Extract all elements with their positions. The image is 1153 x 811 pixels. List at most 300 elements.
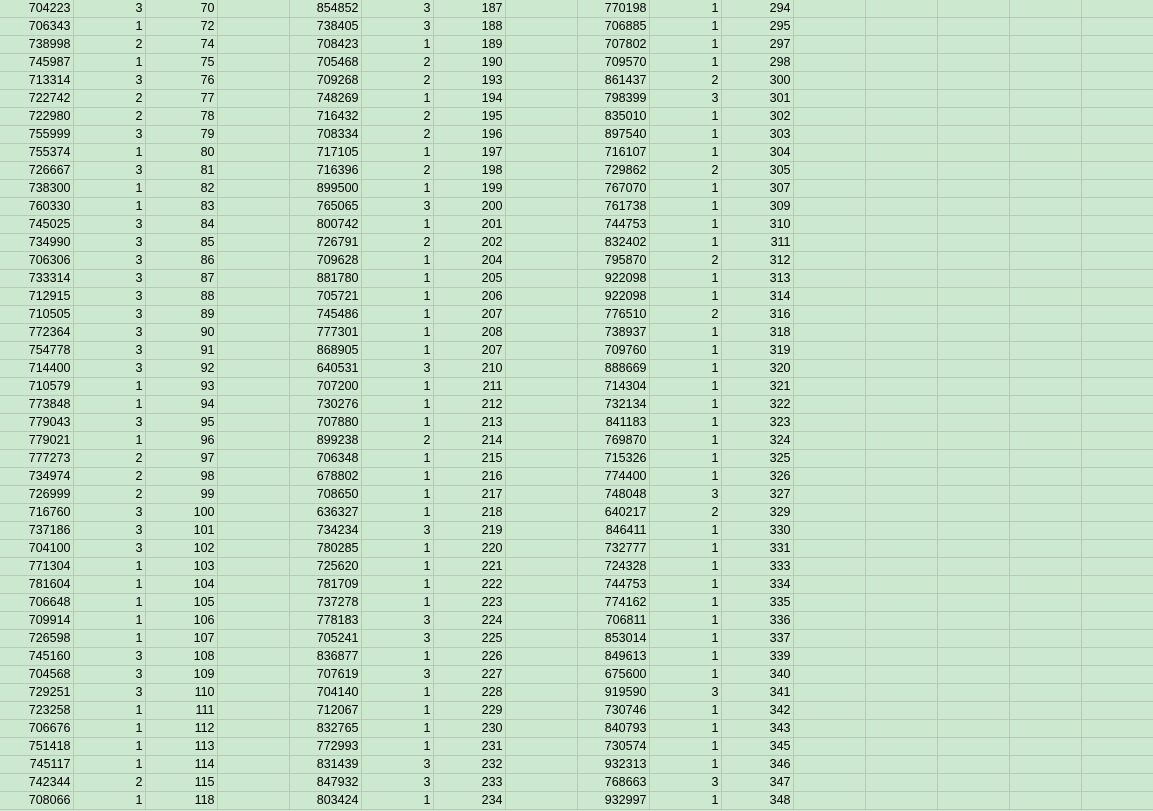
cell[interactable] xyxy=(1081,180,1153,198)
cell[interactable] xyxy=(1081,162,1153,180)
cell[interactable]: 314 xyxy=(721,288,793,306)
cell[interactable] xyxy=(1009,306,1081,324)
cell[interactable]: 754778 xyxy=(0,342,73,360)
cell[interactable] xyxy=(793,288,865,306)
cell[interactable] xyxy=(217,126,289,144)
cell[interactable]: 748048 xyxy=(577,486,649,504)
cell[interactable]: 1 xyxy=(361,648,433,666)
cell[interactable] xyxy=(793,504,865,522)
cell[interactable] xyxy=(865,342,937,360)
cell[interactable] xyxy=(1081,774,1153,792)
cell[interactable]: 96 xyxy=(145,432,217,450)
cell[interactable]: 72 xyxy=(145,18,217,36)
cell[interactable]: 1 xyxy=(361,450,433,468)
cell[interactable]: 3 xyxy=(73,126,145,144)
cell[interactable]: 919590 xyxy=(577,684,649,702)
cell[interactable]: 1 xyxy=(649,126,721,144)
cell[interactable]: 1 xyxy=(73,720,145,738)
cell[interactable] xyxy=(505,342,577,360)
cell[interactable]: 75 xyxy=(145,54,217,72)
cell[interactable]: 1 xyxy=(649,288,721,306)
cell[interactable]: 3 xyxy=(73,684,145,702)
cell[interactable]: 1 xyxy=(361,720,433,738)
cell[interactable] xyxy=(937,180,1009,198)
cell[interactable] xyxy=(217,162,289,180)
cell[interactable] xyxy=(505,90,577,108)
cell[interactable]: 1 xyxy=(361,558,433,576)
cell[interactable] xyxy=(793,630,865,648)
cell[interactable] xyxy=(793,756,865,774)
cell[interactable]: 92 xyxy=(145,360,217,378)
cell[interactable]: 85 xyxy=(145,234,217,252)
cell[interactable]: 231 xyxy=(433,738,505,756)
cell[interactable]: 3 xyxy=(361,198,433,216)
cell[interactable]: 706648 xyxy=(0,594,73,612)
cell[interactable] xyxy=(1081,576,1153,594)
cell[interactable] xyxy=(865,144,937,162)
cell[interactable] xyxy=(865,522,937,540)
cell[interactable] xyxy=(937,558,1009,576)
cell[interactable]: 714400 xyxy=(0,360,73,378)
cell[interactable]: 745160 xyxy=(0,648,73,666)
cell[interactable] xyxy=(793,324,865,342)
cell[interactable]: 2 xyxy=(361,108,433,126)
cell[interactable] xyxy=(1009,720,1081,738)
cell[interactable] xyxy=(1009,450,1081,468)
cell[interactable] xyxy=(793,540,865,558)
cell[interactable]: 1 xyxy=(649,0,721,18)
cell[interactable] xyxy=(505,756,577,774)
cell[interactable]: 215 xyxy=(433,450,505,468)
cell[interactable] xyxy=(1081,396,1153,414)
cell[interactable] xyxy=(505,306,577,324)
cell[interactable]: 841183 xyxy=(577,414,649,432)
cell[interactable] xyxy=(217,108,289,126)
cell[interactable] xyxy=(217,360,289,378)
cell[interactable] xyxy=(1081,504,1153,522)
cell[interactable] xyxy=(505,144,577,162)
cell[interactable]: 854852 xyxy=(289,0,361,18)
cell[interactable] xyxy=(217,324,289,342)
cell[interactable]: 832765 xyxy=(289,720,361,738)
cell[interactable] xyxy=(1081,90,1153,108)
cell[interactable]: 709760 xyxy=(577,342,649,360)
cell[interactable] xyxy=(793,216,865,234)
cell[interactable] xyxy=(217,504,289,522)
cell[interactable]: 1 xyxy=(73,144,145,162)
cell[interactable] xyxy=(865,414,937,432)
cell[interactable]: 206 xyxy=(433,288,505,306)
cell[interactable]: 295 xyxy=(721,18,793,36)
cell[interactable]: 1 xyxy=(649,144,721,162)
cell[interactable]: 713314 xyxy=(0,72,73,90)
cell[interactable] xyxy=(1081,522,1153,540)
cell[interactable]: 331 xyxy=(721,540,793,558)
cell[interactable]: 3 xyxy=(649,90,721,108)
cell[interactable]: 323 xyxy=(721,414,793,432)
cell[interactable]: 3 xyxy=(361,774,433,792)
cell[interactable] xyxy=(937,756,1009,774)
cell[interactable]: 726791 xyxy=(289,234,361,252)
cell[interactable] xyxy=(1081,720,1153,738)
cell[interactable] xyxy=(217,738,289,756)
cell[interactable]: 1 xyxy=(361,324,433,342)
cell[interactable]: 2 xyxy=(361,54,433,72)
cell[interactable] xyxy=(937,36,1009,54)
cell[interactable]: 1 xyxy=(361,504,433,522)
cell[interactable]: 1 xyxy=(649,450,721,468)
cell[interactable]: 2 xyxy=(73,36,145,54)
cell[interactable] xyxy=(217,198,289,216)
cell[interactable]: 732134 xyxy=(577,396,649,414)
cell[interactable]: 222 xyxy=(433,576,505,594)
cell[interactable] xyxy=(1081,630,1153,648)
cell[interactable]: 1 xyxy=(649,738,721,756)
cell[interactable] xyxy=(1009,630,1081,648)
cell[interactable] xyxy=(937,468,1009,486)
cell[interactable] xyxy=(1081,666,1153,684)
cell[interactable] xyxy=(865,252,937,270)
cell[interactable] xyxy=(793,612,865,630)
cell[interactable]: 675600 xyxy=(577,666,649,684)
cell[interactable]: 709914 xyxy=(0,612,73,630)
cell[interactable]: 193 xyxy=(433,72,505,90)
cell[interactable]: 704100 xyxy=(0,540,73,558)
cell[interactable] xyxy=(937,648,1009,666)
cell[interactable] xyxy=(505,360,577,378)
cell[interactable] xyxy=(217,468,289,486)
cell[interactable] xyxy=(1081,216,1153,234)
cell[interactable] xyxy=(937,792,1009,810)
cell[interactable]: 333 xyxy=(721,558,793,576)
cell[interactable]: 226 xyxy=(433,648,505,666)
cell[interactable]: 716107 xyxy=(577,144,649,162)
cell[interactable] xyxy=(505,666,577,684)
cell[interactable] xyxy=(865,468,937,486)
cell[interactable]: 3 xyxy=(73,540,145,558)
cell[interactable] xyxy=(793,360,865,378)
cell[interactable]: 922098 xyxy=(577,288,649,306)
cell[interactable] xyxy=(793,738,865,756)
cell[interactable]: 190 xyxy=(433,54,505,72)
cell[interactable] xyxy=(217,594,289,612)
cell[interactable]: 744753 xyxy=(577,576,649,594)
cell[interactable] xyxy=(1081,108,1153,126)
cell[interactable]: 1 xyxy=(73,702,145,720)
cell[interactable]: 90 xyxy=(145,324,217,342)
cell[interactable] xyxy=(217,684,289,702)
cell[interactable]: 1 xyxy=(649,216,721,234)
cell[interactable]: 2 xyxy=(649,72,721,90)
cell[interactable]: 95 xyxy=(145,414,217,432)
cell[interactable]: 87 xyxy=(145,270,217,288)
cell[interactable]: 2 xyxy=(649,306,721,324)
cell[interactable]: 1 xyxy=(73,378,145,396)
cell[interactable]: 712067 xyxy=(289,702,361,720)
cell[interactable]: 100 xyxy=(145,504,217,522)
cell[interactable] xyxy=(1081,342,1153,360)
cell[interactable]: 3 xyxy=(361,666,433,684)
cell[interactable] xyxy=(217,18,289,36)
cell[interactable]: 327 xyxy=(721,486,793,504)
cell[interactable] xyxy=(1081,306,1153,324)
cell[interactable]: 1 xyxy=(361,486,433,504)
cell[interactable]: 1 xyxy=(73,756,145,774)
cell[interactable]: 220 xyxy=(433,540,505,558)
cell[interactable] xyxy=(217,414,289,432)
cell[interactable]: 1 xyxy=(649,576,721,594)
cell[interactable]: 83 xyxy=(145,198,217,216)
cell[interactable]: 778183 xyxy=(289,612,361,630)
cell[interactable] xyxy=(793,234,865,252)
cell[interactable] xyxy=(505,576,577,594)
cell[interactable] xyxy=(217,702,289,720)
cell[interactable]: 1 xyxy=(649,630,721,648)
cell[interactable] xyxy=(937,450,1009,468)
cell[interactable]: 932997 xyxy=(577,792,649,810)
cell[interactable]: 1 xyxy=(649,198,721,216)
cell[interactable]: 1 xyxy=(649,594,721,612)
cell[interactable]: 705721 xyxy=(289,288,361,306)
cell[interactable] xyxy=(1009,162,1081,180)
cell[interactable]: 704568 xyxy=(0,666,73,684)
cell[interactable] xyxy=(1009,378,1081,396)
cell[interactable]: 1 xyxy=(361,738,433,756)
cell[interactable]: 342 xyxy=(721,702,793,720)
cell[interactable]: 726999 xyxy=(0,486,73,504)
cell[interactable] xyxy=(1081,702,1153,720)
cell[interactable]: 202 xyxy=(433,234,505,252)
cell[interactable]: 110 xyxy=(145,684,217,702)
cell[interactable] xyxy=(793,252,865,270)
cell[interactable]: 208 xyxy=(433,324,505,342)
cell[interactable]: 1 xyxy=(73,576,145,594)
cell[interactable]: 201 xyxy=(433,216,505,234)
cell[interactable]: 835010 xyxy=(577,108,649,126)
cell[interactable] xyxy=(937,126,1009,144)
cell[interactable]: 745486 xyxy=(289,306,361,324)
cell[interactable] xyxy=(937,432,1009,450)
cell[interactable]: 1 xyxy=(649,396,721,414)
cell[interactable] xyxy=(937,72,1009,90)
cell[interactable] xyxy=(217,270,289,288)
cell[interactable] xyxy=(1081,360,1153,378)
cell[interactable]: 1 xyxy=(649,558,721,576)
cell[interactable]: 77 xyxy=(145,90,217,108)
cell[interactable] xyxy=(1009,432,1081,450)
cell[interactable]: 745117 xyxy=(0,756,73,774)
cell[interactable]: 81 xyxy=(145,162,217,180)
cell[interactable] xyxy=(865,126,937,144)
cell[interactable]: 325 xyxy=(721,450,793,468)
cell[interactable]: 207 xyxy=(433,306,505,324)
cell[interactable]: 310 xyxy=(721,216,793,234)
cell[interactable]: 3 xyxy=(73,414,145,432)
cell[interactable] xyxy=(1081,684,1153,702)
cell[interactable]: 774400 xyxy=(577,468,649,486)
cell[interactable]: 707200 xyxy=(289,378,361,396)
cell[interactable]: 102 xyxy=(145,540,217,558)
cell[interactable]: 2 xyxy=(73,774,145,792)
cell[interactable] xyxy=(1009,324,1081,342)
cell[interactable] xyxy=(1009,756,1081,774)
cell[interactable]: 709268 xyxy=(289,72,361,90)
cell[interactable]: 733314 xyxy=(0,270,73,288)
cell[interactable] xyxy=(1081,540,1153,558)
cell[interactable]: 311 xyxy=(721,234,793,252)
cell[interactable] xyxy=(1009,216,1081,234)
cell[interactable]: 76 xyxy=(145,72,217,90)
cell[interactable]: 302 xyxy=(721,108,793,126)
cell[interactable]: 3 xyxy=(73,666,145,684)
cell[interactable]: 204 xyxy=(433,252,505,270)
cell[interactable]: 1 xyxy=(361,468,433,486)
cell[interactable] xyxy=(1009,288,1081,306)
cell[interactable] xyxy=(865,432,937,450)
cell[interactable] xyxy=(505,720,577,738)
cell[interactable] xyxy=(865,540,937,558)
cell[interactable]: 1 xyxy=(649,666,721,684)
cell[interactable]: 337 xyxy=(721,630,793,648)
cell[interactable] xyxy=(217,486,289,504)
cell[interactable]: 803424 xyxy=(289,792,361,810)
cell[interactable]: 768663 xyxy=(577,774,649,792)
cell[interactable] xyxy=(505,648,577,666)
cell[interactable] xyxy=(793,792,865,810)
cell[interactable]: 2 xyxy=(73,450,145,468)
cell[interactable]: 1 xyxy=(649,648,721,666)
cell[interactable]: 200 xyxy=(433,198,505,216)
cell[interactable] xyxy=(505,36,577,54)
cell[interactable] xyxy=(937,396,1009,414)
cell[interactable]: 2 xyxy=(73,486,145,504)
cell[interactable] xyxy=(1009,468,1081,486)
cell[interactable]: 348 xyxy=(721,792,793,810)
cell[interactable] xyxy=(1081,738,1153,756)
cell[interactable] xyxy=(1081,18,1153,36)
cell[interactable] xyxy=(793,702,865,720)
cell[interactable]: 3 xyxy=(73,72,145,90)
cell[interactable] xyxy=(217,378,289,396)
cell[interactable] xyxy=(1009,36,1081,54)
cell[interactable]: 2 xyxy=(73,108,145,126)
cell[interactable]: 88 xyxy=(145,288,217,306)
cell[interactable] xyxy=(217,216,289,234)
cell[interactable] xyxy=(505,378,577,396)
cell[interactable]: 772364 xyxy=(0,324,73,342)
cell[interactable]: 780285 xyxy=(289,540,361,558)
cell[interactable]: 70 xyxy=(145,0,217,18)
cell[interactable]: 888669 xyxy=(577,360,649,378)
cell[interactable]: 795870 xyxy=(577,252,649,270)
cell[interactable]: 195 xyxy=(433,108,505,126)
cell[interactable]: 98 xyxy=(145,468,217,486)
cell[interactable] xyxy=(793,0,865,18)
cell[interactable]: 732777 xyxy=(577,540,649,558)
cell[interactable]: 1 xyxy=(73,18,145,36)
cell[interactable] xyxy=(937,684,1009,702)
cell[interactable] xyxy=(865,270,937,288)
cell[interactable] xyxy=(1081,288,1153,306)
cell[interactable]: 341 xyxy=(721,684,793,702)
cell[interactable] xyxy=(865,648,937,666)
cell[interactable]: 80 xyxy=(145,144,217,162)
cell[interactable]: 2 xyxy=(361,126,433,144)
cell[interactable] xyxy=(1009,0,1081,18)
cell[interactable]: 343 xyxy=(721,720,793,738)
cell[interactable]: 3 xyxy=(73,324,145,342)
cell[interactable]: 217 xyxy=(433,486,505,504)
cell[interactable]: 340 xyxy=(721,666,793,684)
cell[interactable]: 2 xyxy=(649,162,721,180)
cell[interactable]: 1 xyxy=(73,432,145,450)
cell[interactable] xyxy=(217,522,289,540)
cell[interactable] xyxy=(865,774,937,792)
cell[interactable]: 298 xyxy=(721,54,793,72)
cell[interactable]: 748269 xyxy=(289,90,361,108)
cell[interactable]: 3 xyxy=(73,648,145,666)
cell[interactable] xyxy=(793,594,865,612)
cell[interactable] xyxy=(1081,270,1153,288)
cell[interactable]: 3 xyxy=(73,252,145,270)
cell[interactable] xyxy=(793,72,865,90)
cell[interactable] xyxy=(865,684,937,702)
cell[interactable]: 730276 xyxy=(289,396,361,414)
cell[interactable] xyxy=(793,486,865,504)
cell[interactable]: 304 xyxy=(721,144,793,162)
cell[interactable] xyxy=(1009,540,1081,558)
cell[interactable]: 1 xyxy=(649,360,721,378)
cell[interactable] xyxy=(937,774,1009,792)
cell[interactable]: 1 xyxy=(361,144,433,162)
cell[interactable]: 319 xyxy=(721,342,793,360)
cell[interactable] xyxy=(1081,36,1153,54)
cell[interactable]: 1 xyxy=(649,468,721,486)
cell[interactable]: 922098 xyxy=(577,270,649,288)
cell[interactable]: 1 xyxy=(649,108,721,126)
cell[interactable]: 868905 xyxy=(289,342,361,360)
cell[interactable]: 1 xyxy=(361,414,433,432)
cell[interactable]: 1 xyxy=(73,630,145,648)
cell[interactable] xyxy=(1081,594,1153,612)
cell[interactable]: 3 xyxy=(73,162,145,180)
cell[interactable] xyxy=(1009,738,1081,756)
cell[interactable] xyxy=(793,378,865,396)
cell[interactable] xyxy=(505,288,577,306)
cell[interactable]: 3 xyxy=(361,0,433,18)
cell[interactable]: 707880 xyxy=(289,414,361,432)
cell[interactable]: 1 xyxy=(649,18,721,36)
cell[interactable]: 197 xyxy=(433,144,505,162)
cell[interactable]: 3 xyxy=(361,522,433,540)
cell[interactable]: 708334 xyxy=(289,126,361,144)
cell[interactable]: 74 xyxy=(145,36,217,54)
cell[interactable] xyxy=(937,0,1009,18)
cell[interactable] xyxy=(505,72,577,90)
cell[interactable] xyxy=(1081,324,1153,342)
cell[interactable]: 769870 xyxy=(577,432,649,450)
cell[interactable]: 187 xyxy=(433,0,505,18)
cell[interactable]: 706306 xyxy=(0,252,73,270)
cell[interactable] xyxy=(865,18,937,36)
cell[interactable]: 776510 xyxy=(577,306,649,324)
cell[interactable]: 779043 xyxy=(0,414,73,432)
cell[interactable]: 313 xyxy=(721,270,793,288)
cell[interactable] xyxy=(217,144,289,162)
cell[interactable]: 207 xyxy=(433,342,505,360)
cell[interactable]: 113 xyxy=(145,738,217,756)
cell[interactable]: 1 xyxy=(361,576,433,594)
